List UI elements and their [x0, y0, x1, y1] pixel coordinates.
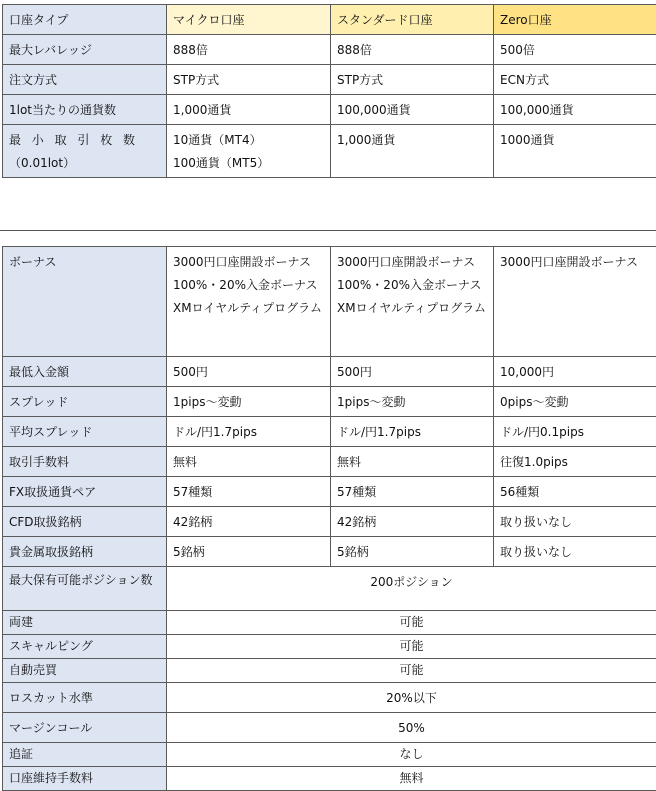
header-label-cell: 口座タイプ [3, 5, 167, 35]
row-label: 最低入金額 [3, 357, 167, 387]
min-lot-sublabel: （0.01lot） [9, 152, 160, 175]
table-row [3, 659, 656, 683]
table-cell: 57種類 [167, 477, 331, 507]
header-standard-account: スタンダード口座 [331, 5, 494, 35]
table-cell: 100,000通貨 [331, 95, 494, 125]
table-cell: 888倍 [167, 35, 331, 65]
table-row [3, 713, 656, 743]
row-label: 貴金属取扱銘柄 [3, 537, 167, 567]
row-label: 1lot当たりの通貨数 [3, 95, 167, 125]
table-cell: 5銘柄 [167, 537, 331, 567]
table-cell-span: 50% [167, 713, 656, 743]
account-features-table [2, 246, 656, 791]
table-cell-span: 可能 [167, 635, 656, 659]
bonus-zero-cell [494, 247, 656, 357]
table-cell: 10,000円 [494, 357, 656, 387]
table-row [3, 447, 656, 477]
row-label: 口座維持手数料 [3, 767, 167, 791]
bonus-standard-cell [331, 247, 494, 357]
table-cell: 往復1.0pips [494, 447, 656, 477]
table-cell-span: 20%以下 [167, 683, 656, 713]
table-cell: 888倍 [331, 35, 494, 65]
table-cell-span: 可能 [167, 659, 656, 683]
table-cell: 0pips〜変動 [494, 387, 656, 417]
header-micro-account: マイクロ口座 [167, 5, 331, 35]
table-cell: ドル/円1.7pips [167, 417, 331, 447]
cell-line: 100%・20%入金ボーナス [337, 274, 487, 297]
row-label: 自動売買 [3, 659, 167, 683]
table-row [3, 65, 656, 95]
table-cell: 57種類 [331, 477, 494, 507]
table-cell: 取り扱いなし [494, 537, 656, 567]
table-row [3, 567, 656, 611]
row-label: マージンコール [3, 713, 167, 743]
table-cell: 500倍 [494, 35, 656, 65]
bonus-micro-cell [167, 247, 331, 357]
table-cell: 取り扱いなし [494, 507, 656, 537]
table-row [3, 507, 656, 537]
row-label [3, 125, 167, 178]
cell-line: 10通貨（MT4） [173, 129, 324, 152]
header-zero-account: Zero口座 [494, 5, 656, 35]
cell-line: 3000円口座開設ボーナス [173, 251, 324, 274]
table-cell: 1pips〜変動 [167, 387, 331, 417]
cell-line: 100%・20%入金ボーナス [173, 274, 324, 297]
table-cell-span: なし [167, 743, 656, 767]
row-label: 最大レバレッジ [3, 35, 167, 65]
table-cell: 500円 [167, 357, 331, 387]
account-type-table [2, 4, 656, 178]
row-label: 平均スプレッド [3, 417, 167, 447]
table-cell: STP方式 [167, 65, 331, 95]
table-cell: 1,000通貨 [167, 95, 331, 125]
table-row [3, 635, 656, 659]
table-row [3, 477, 656, 507]
table-cell-span: 無料 [167, 767, 656, 791]
table-row [3, 417, 656, 447]
table-row [3, 247, 656, 357]
table-cell: 1pips〜変動 [331, 387, 494, 417]
table-row [3, 611, 656, 635]
table-row [3, 387, 656, 417]
cell-line: XMロイヤルティプログラム [173, 297, 324, 320]
row-label: スプレッド [3, 387, 167, 417]
row-label: 追証 [3, 743, 167, 767]
table-cell: 5銘柄 [331, 537, 494, 567]
table-header-row [3, 5, 656, 35]
min-lot-label: 最小取引枚数 [9, 129, 160, 152]
table-cell: 56種類 [494, 477, 656, 507]
table-row [3, 35, 656, 65]
row-label: FX取扱通貨ペア [3, 477, 167, 507]
table-cell: 1,000通貨 [331, 125, 494, 178]
table-row [3, 357, 656, 387]
table-row [3, 767, 656, 791]
row-label: ロスカット水準 [3, 683, 167, 713]
table-row [3, 95, 656, 125]
table-row [3, 683, 656, 713]
table-cell: 無料 [167, 447, 331, 477]
row-label: CFD取扱銘柄 [3, 507, 167, 537]
table-cell: ドル/円0.1pips [494, 417, 656, 447]
row-label: 注文方式 [3, 65, 167, 95]
row-label: 最大保有可能ポジション数 [3, 567, 167, 611]
table-cell [167, 125, 331, 178]
section-divider [0, 230, 656, 231]
table-cell-span: 可能 [167, 611, 656, 635]
row-label: スキャルピング [3, 635, 167, 659]
table-row [3, 537, 656, 567]
table-cell: ドル/円1.7pips [331, 417, 494, 447]
cell-line: XMロイヤルティプログラム [337, 297, 487, 320]
table-cell: 42銘柄 [167, 507, 331, 537]
row-label: 両建 [3, 611, 167, 635]
cell-line: 3000円口座開設ボーナス [337, 251, 487, 274]
row-label: ボーナス [3, 247, 167, 357]
table-cell: 42銘柄 [331, 507, 494, 537]
cell-line: 3000円口座開設ボーナス [500, 251, 650, 274]
table-cell: 100,000通貨 [494, 95, 656, 125]
table-cell: 1000通貨 [494, 125, 656, 178]
table-cell: STP方式 [331, 65, 494, 95]
table-cell: 無料 [331, 447, 494, 477]
row-label: 取引手数料 [3, 447, 167, 477]
table-cell: ECN方式 [494, 65, 656, 95]
table-cell-span: 200ポジション [167, 567, 656, 611]
table-row [3, 125, 656, 178]
cell-line: 100通貨（MT5） [173, 152, 324, 175]
table-cell: 500円 [331, 357, 494, 387]
